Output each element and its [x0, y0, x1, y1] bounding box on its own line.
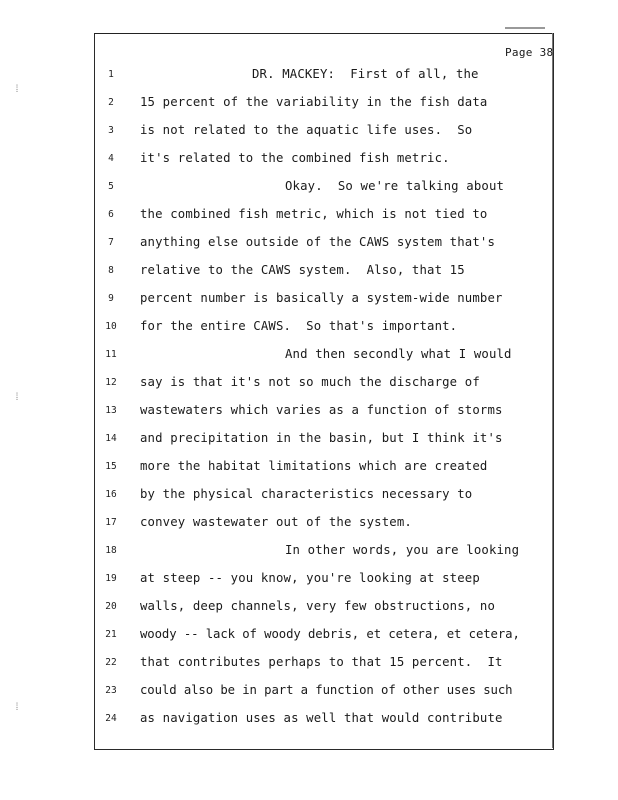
line-number: 23 — [105, 685, 117, 696]
transcript-line: DR. MACKEY: First of all, the — [252, 67, 479, 81]
line-number: 9 — [108, 293, 114, 304]
line-number: 11 — [105, 349, 117, 360]
line-number: 21 — [105, 629, 117, 640]
transcript-line: is not related to the aquatic life uses. So — [140, 123, 473, 137]
transcript-line: it's related to the combined fish metric. — [140, 151, 450, 165]
line-number: 16 — [105, 489, 117, 500]
transcript-line: could also be in part a function of other uses such — [140, 683, 513, 697]
line-number: 13 — [105, 405, 117, 416]
punch-hole-mark: ⁞ — [14, 84, 21, 95]
transcript-line: wastewaters which varies as a function of storms — [140, 403, 503, 417]
transcript-line: percent number is basically a system-wide number — [140, 291, 503, 305]
line-number: 22 — [105, 657, 117, 668]
punch-hole-mark: ⁞ — [14, 702, 21, 713]
line-number: 3 — [108, 125, 114, 136]
line-number: 2 — [108, 97, 114, 108]
line-number: 10 — [105, 321, 117, 332]
transcript-line: say is that it's not so much the discharge of — [140, 375, 480, 389]
line-number: 6 — [108, 209, 114, 220]
transcript-line: and precipitation in the basin, but I think it's — [140, 431, 503, 445]
transcript-line: anything else outside of the CAWS system that's — [140, 235, 496, 249]
line-number: 24 — [105, 713, 117, 724]
transcript-line: by the physical characteristics necessary to — [140, 487, 473, 501]
line-number: 19 — [105, 573, 117, 584]
transcript-line: Okay. So we're talking about — [285, 179, 505, 193]
punch-hole-mark: ⁞ — [14, 392, 21, 403]
transcript-line: the combined fish metric, which is not tied to — [140, 207, 488, 221]
line-number: 7 — [108, 237, 114, 248]
transcript-line: for the entire CAWS. So that's important. — [140, 319, 458, 333]
transcript-line: that contributes perhaps to that 15 percent. It — [140, 655, 503, 669]
line-number: 8 — [108, 265, 114, 276]
transcript-line: as navigation uses as well that would contribute — [140, 711, 503, 725]
line-number: 18 — [105, 545, 117, 556]
line-number: 5 — [108, 181, 114, 192]
line-number: 17 — [105, 517, 117, 528]
transcript-line: more the habitat limitations which are created — [140, 459, 488, 473]
transcript-line: at steep -- you know, you're looking at steep — [140, 571, 480, 585]
line-number: 20 — [105, 601, 117, 612]
transcript-line: And then secondly what I would — [285, 347, 512, 361]
page-number: Page 38 — [505, 46, 554, 59]
line-number: 12 — [105, 377, 117, 388]
transcript-line: 15 percent of the variability in the fish data — [140, 95, 488, 109]
line-number: 1 — [108, 69, 114, 80]
line-number: 15 — [105, 461, 117, 472]
transcript-line: relative to the CAWS system. Also, that 15 — [140, 263, 465, 277]
transcript-line: walls, deep channels, very few obstructions, no — [140, 599, 496, 613]
transcript-line: woody -- lack of woody debris, et cetera, et cetera, — [140, 627, 520, 641]
page-edge — [552, 33, 553, 748]
line-number: 14 — [105, 433, 117, 444]
transcript-line: In other words, you are looking — [285, 543, 520, 557]
transcript-page-frame — [94, 33, 554, 750]
line-number: 4 — [108, 153, 114, 164]
transcript-line: convey wastewater out of the system. — [140, 515, 412, 529]
scan-mark — [505, 27, 545, 29]
